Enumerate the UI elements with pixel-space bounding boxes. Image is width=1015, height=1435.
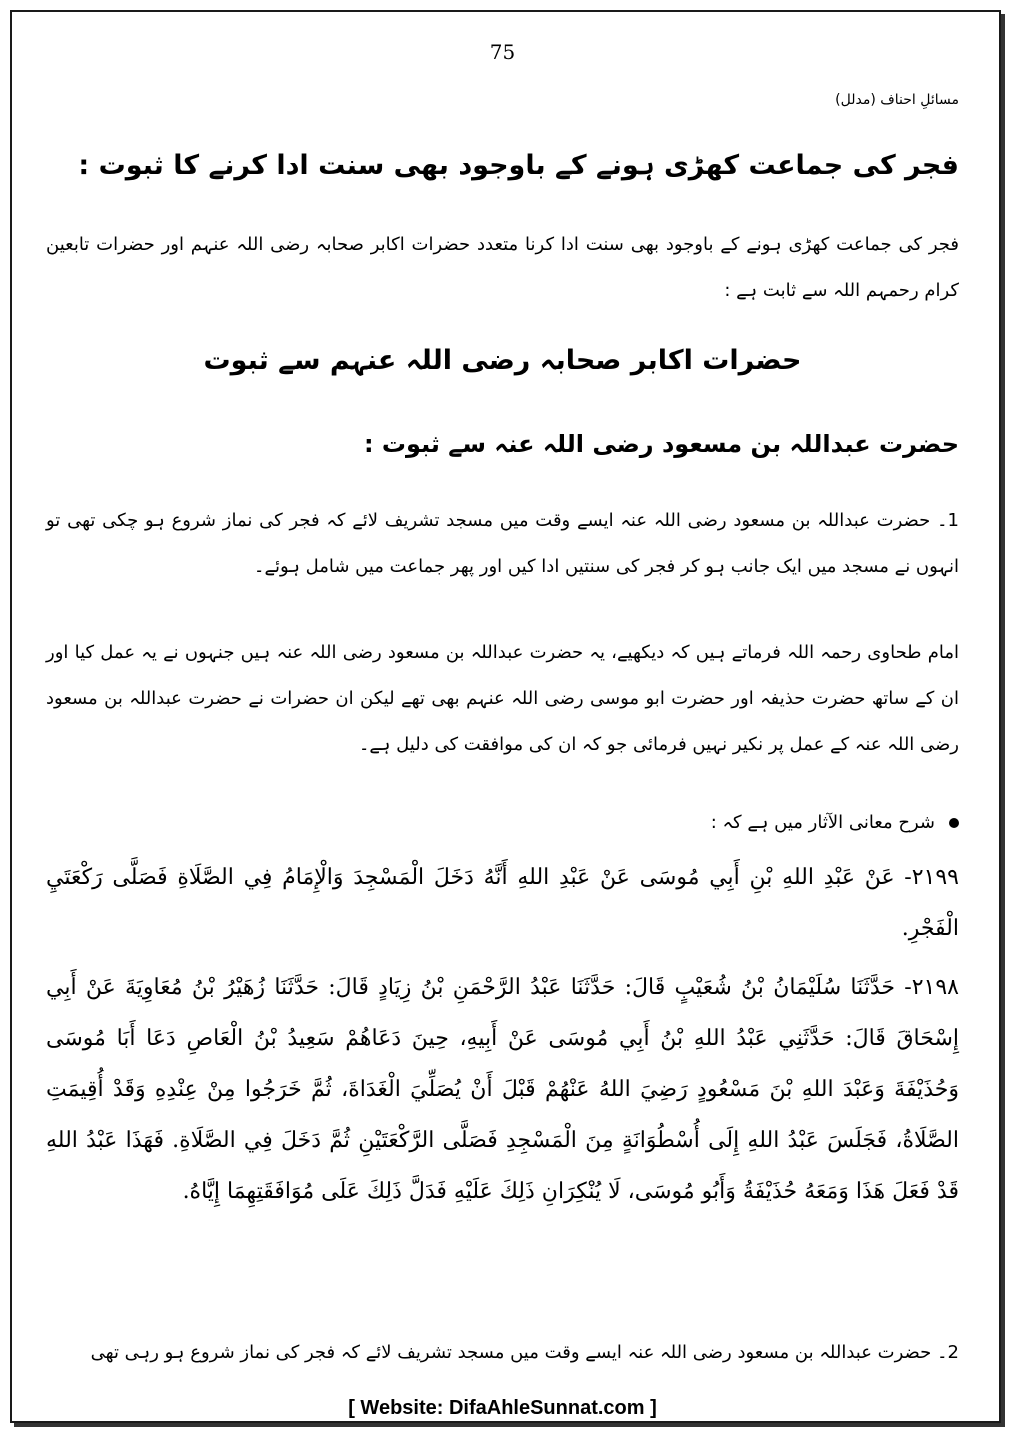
intro-paragraph: فجر کی جماعت کھڑی ہونے کے باوجود بھی سنت ادا کرنا متعدد حضرات اکابر صحابہ رضی اللہ عنہم اور حضرات تابعین کرام رحمہم اللہ سے ثابت ہے : (46, 234, 959, 301)
paragraph-1: 1۔ حضرت عبداللہ بن مسعود رضی اللہ عنہ ایسے وقت میں مسجد تشریف لائے کہ فجر کی نماز شروع ہو چکی تھی تو انہوں نے مسجد میں ایک جانب ہو کر فجر کی سنتیں ادا کیں اور پھر جماعت میں شامل ہوئے۔ (46, 510, 959, 577)
bullet-text: شرح معانی الآثار میں ہے کہ : (710, 812, 935, 833)
bullet-icon (949, 818, 959, 828)
book-title: مسائلِ احناف (مدلل) (835, 92, 959, 108)
page-content (46, 12, 959, 1421)
sub-heading: حضرت عبداللہ بن مسعود رضی اللہ عنہ سے ثبوت : (363, 430, 959, 458)
page-number: 75 (489, 40, 516, 64)
hadith-2198: ٢١٩٨- حَدَّثَنَا سُلَيْمَانُ بْنُ شُعَيْبٍ قَالَ: حَدَّثَنَا عَبْدُ الرَّحْمَنِ بْنُ زِيَادٍ قَالَ: حَدَّثَنَا زُهَيْرُ بْنُ مُعَاوِيَةَ عَنْ أَبِي إِسْحَاقَ قَالَ: حَدَّثَنِي عَبْدُ اللهِ بْنُ أَبِي مُوسَى عَنْ أَبِيهِ، حِينَ دَعَاهُمْ سَعِيدُ بْنُ الْعَاصِ دَعَا أَبَا مُوسَى وَحُذَيْفَةَ وَعَبْدَ اللهِ بْنَ مَسْعُودٍ رَضِيَ اللهُ عَنْهُمْ قَبْلَ أَنْ يُصَلِّيَ الْغَدَاةَ، ثُمَّ خَرَجُوا مِنْ عِنْدِهِ وَقَدْ أُقِيمَتِ الصَّلَاةُ، فَجَلَسَ عَبْدُ اللهِ إِلَى أُسْطُوَانَةٍ مِنَ الْمَسْجِدِ فَصَلَّى الرَّكْعَتَيْنِ ثُمَّ دَخَلَ فِي الصَّلَاةِ. فَهَذَا عَبْدُ اللهِ قَدْ فَعَلَ هَذَا وَمَعَهُ حُذَيْفَةُ وَأَبُو مُوسَى، لَا يُنْكِرَانِ ذَلِكَ عَلَيْهِ فَدَلَّ ذَلِكَ عَلَى مُوَافَقَتِهِمَا إِيَّاهُ. (46, 975, 959, 1204)
hadith-2199: ٢١٩٩- عَنْ عَبْدِ اللهِ بْنِ أَبِي مُوسَى عَنْ عَبْدِ اللهِ أَنَّهُ دَخَلَ الْمَسْجِدَ وَالْإِمَامُ فِي الصَّلَاةِ فَصَلَّى رَكْعَتَيِ الْفَجْرِ. (46, 865, 959, 941)
website-footer: [ Website: DifaAhleSunnat.com ] (348, 1397, 657, 1419)
page-frame (10, 10, 1001, 1423)
paragraph-imam-tahawi: امام طحاوی رحمہ اللہ فرماتے ہیں کہ دیکھیے، یہ حضرت عبداللہ بن مسعود رضی اللہ عنہ ہیں جنہوں نے یہ عمل کیا اور ان کے ساتھ حضرت حذیفہ اور حضرت ابو موسی رضی اللہ عنہم بھی تھے لیکن ان حضرات نے حضرت عبداللہ بن مسعود رضی اللہ عنہ کے عمل پر نکیر نہیں فرمائی جو کہ ان کی موافقت کی دلیل ہے۔ (46, 642, 959, 755)
paragraph-2: 2۔ حضرت عبداللہ بن مسعود رضی اللہ عنہ ایسے وقت میں مسجد تشریف لائے کہ فجر کی نماز شروع ہو رہی تھی (90, 1342, 959, 1363)
main-heading: فجر کی جماعت کھڑی ہونے کے باوجود بھی سنت ادا کرنے کا ثبوت : (78, 150, 959, 181)
bullet-line (46, 812, 959, 833)
section-heading: حضرات اکابر صحابہ رضی اللہ عنہم سے ثبوت (203, 345, 802, 376)
